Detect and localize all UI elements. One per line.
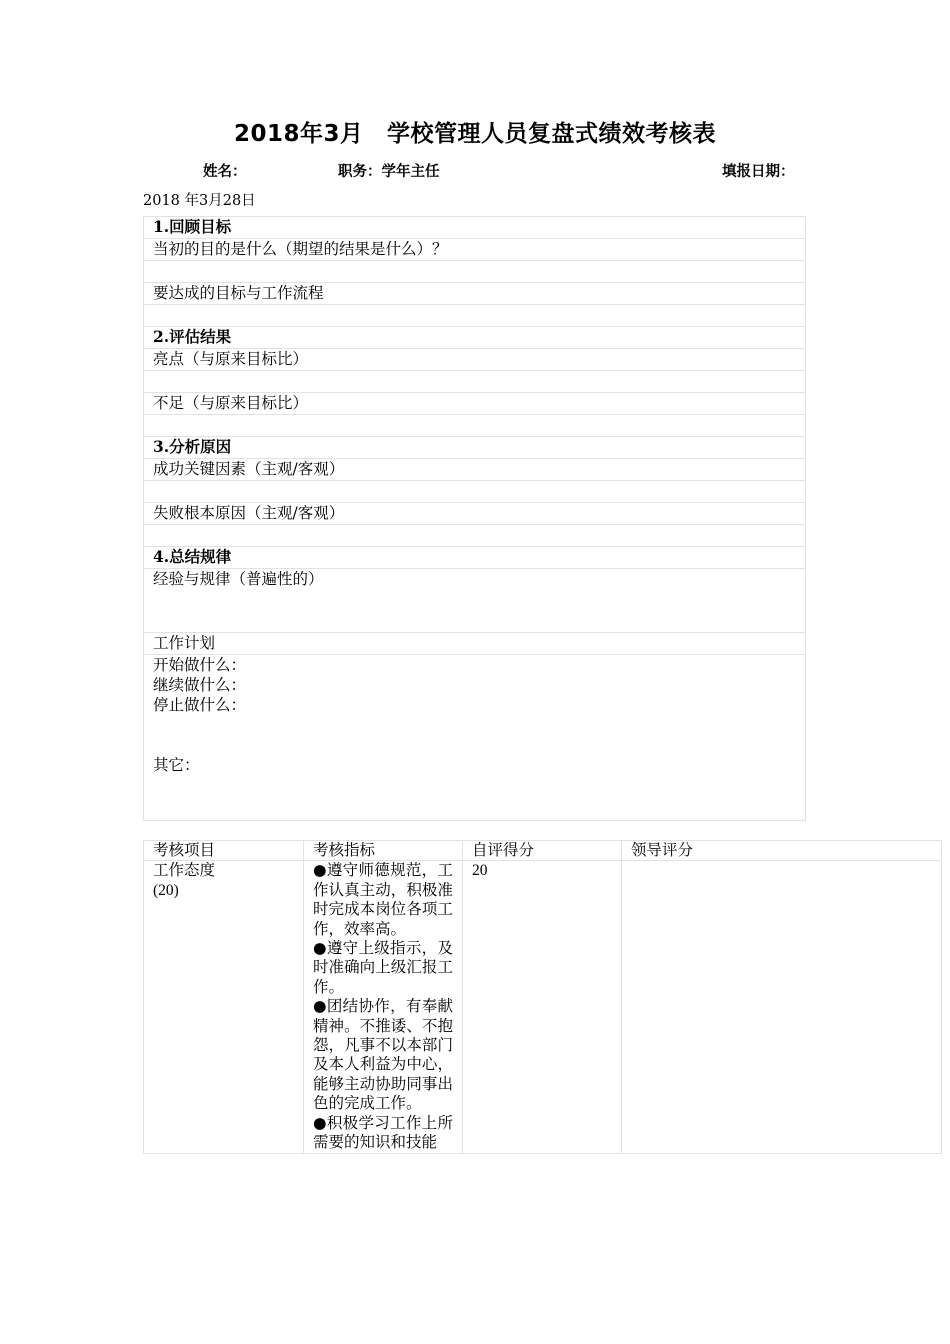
header-criteria: 考核指标 (304, 841, 463, 861)
causes-question-2: 失败根本原因（主观/客观） (144, 503, 806, 525)
answer-field[interactable] (144, 305, 806, 327)
header-item: 考核项目 (144, 841, 304, 861)
goals-question-1: 当初的目的是什么（期望的结果是什么）？ (144, 239, 806, 261)
item-work-attitude: 工作态度 (20) (144, 861, 304, 1153)
position-label: 职务：学年主任 (338, 164, 440, 180)
goals-question-2: 要达成的目标与工作流程 (144, 283, 806, 305)
criteria-4: ●积极学习工作上所需要的知识和技能 (313, 1113, 453, 1152)
fill-date-label: 填报日期： (722, 164, 795, 180)
criteria-2: ●遵守上级指示，及时准确向上级汇报工作。 (313, 939, 453, 996)
criteria-3: ●团结协作，有奉献精神。不推诿、不抱怨，凡事不以本部门及本人利益为中心，能够主动协助同事出色的完成工作。 (313, 997, 453, 1113)
work-plan-title: 工作计划 (144, 633, 806, 655)
self-score-value[interactable]: 20 (463, 861, 622, 1153)
rules-question-1: 经验与规律（普遍性的） (144, 569, 806, 633)
criteria-cell (304, 861, 463, 1153)
answer-field[interactable] (144, 371, 806, 393)
header-leader-score: 领导评分 (622, 841, 942, 861)
section-analyze-causes: 3.分析原因 (144, 437, 806, 459)
answer-field[interactable] (144, 415, 806, 437)
work-plan-body: 开始做什么： 继续做什么： 停止做什么： 其它： (144, 655, 806, 821)
section-review-goals: 1.回顾目标 (144, 217, 806, 239)
section-evaluate-results: 2.评估结果 (144, 327, 806, 349)
report-date: 2018 年3月28日 (143, 193, 256, 209)
criteria-1: ●遵守师德规范，工作认真主动，积极准时完成本岗位各项工作，效率高。 (313, 861, 453, 938)
causes-question-1: 成功关键因素（主观/客观） (144, 459, 806, 481)
section-summarize-rules: 4.总结规律 (144, 547, 806, 569)
answer-field[interactable] (144, 481, 806, 503)
review-table (143, 216, 806, 821)
answer-field[interactable] (144, 261, 806, 283)
answer-field[interactable] (144, 525, 806, 547)
results-question-2: 不足（与原来目标比） (144, 393, 806, 415)
header-self-score: 自评得分 (463, 841, 622, 861)
leader-score-value[interactable] (622, 861, 942, 1153)
score-table (143, 840, 942, 1154)
name-label: 姓名： (203, 164, 247, 180)
results-question-1: 亮点（与原来目标比） (144, 349, 806, 371)
page-title: 2018年3月 学校管理人员复盘式绩效考核表 (233, 121, 717, 147)
